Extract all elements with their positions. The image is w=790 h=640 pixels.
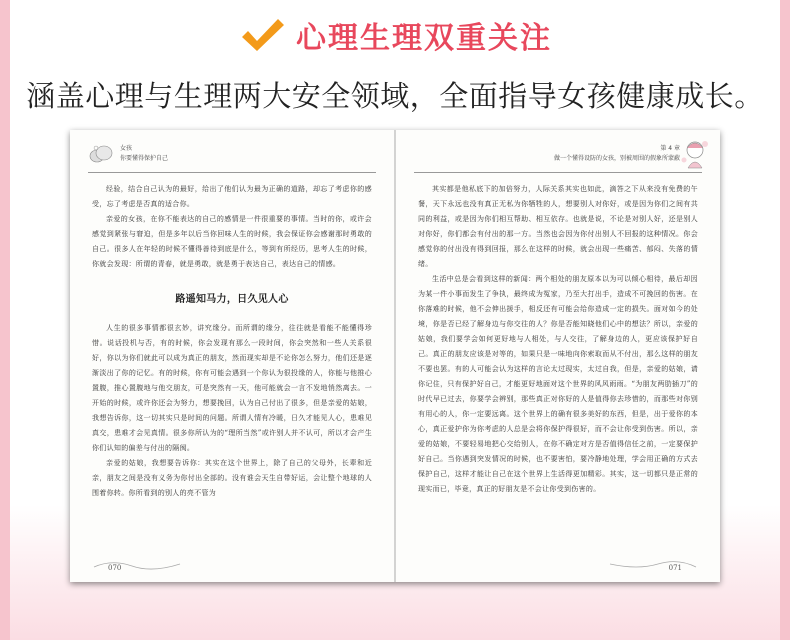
footer-swirl-icon xyxy=(608,558,698,572)
left-page-header xyxy=(88,142,168,166)
subheadline: 涵盖心理与生理两大安全领域，全面指导女孩健康成长。 xyxy=(26,79,764,113)
left-header-rule xyxy=(88,172,376,173)
left-header-subtitle: 你要懂得保护自己 xyxy=(120,155,169,162)
left-paragraph-2: 亲爱的女孩，在你不能表达的自己的感情是一件很重要的事情。当时的你，或许会感觉到紧张与窘迫，但是多年以后当你回味人生的时候，我会保证你会感谢那时勇敢的自己。很多人在年轻的时候不懂得善待到底是什么，等到有所经历，思考人生的时候，你就会发现：所谓的青春，就是勇敢，就是勇于表达自己，表达自己的情感。 xyxy=(92,215,372,268)
checkmark-icon xyxy=(238,15,286,55)
headline: 心理生理双重关注 xyxy=(296,21,552,56)
right-paragraph-2: 生活中总是会看到这样的新闻：两个相处的朋友原本以为可以倾心相待，最后却因为某一件小事而发生了争执，最终成为冤家，乃至大打出手，造成不可挽回的伤害。在你落难的时候，他不会伸出援手，相反还有可能会给你造成一定的损失。面对如今的处境，你是否已经了解身边与你交往的人？你是否能知晓他们心中的想法？所以，亲爱的姑娘，我们要学会如何更好地与人相处，与人交往，了解身边的人，更应该保护好自己。真正的朋友应该是对等的，如果只是一味地向你索取而从不付出，那么这样的朋友不要也罢。有的人可能会认为这样的言论太过现实，太过自我，但是，亲爱的姑娘，请你记住，只有保护好自己，才能更好地面对这个世界的风风雨雨。“为朋友两肋插刀”的时代早已过去，你要学会辨别，那些真正对你好的人是值得你去珍惜的，而那些对你别有用心的人，你一定要远离。这个世界上的确有很多美好的东西，但是，出于爱你的本心，真正爱护你为你考虑的人总是会将你保护得很好，而不会让你受到伤害。所以，亲爱的姑娘，不要轻易地把心交给别人，在你不确定对方是否值得信任之前，一定要保护好自己。当你遇到突发情况的时候，也不要害怕，要冷静地处理，学会用正确的方式去保护自己，这样才能让自己在这个世界上生活得更加精彩。其实，这一切都只是正常的现实而已，毕竟，真正的好朋友是不会让你受到伤害的。 xyxy=(418,275,698,493)
right-header-chapter: 第 4 章 xyxy=(660,145,680,152)
right-header-title: 做一个懂得设防的女孩，别被周围的假象所蒙蔽 xyxy=(553,155,680,162)
right-header-rule xyxy=(414,172,702,173)
girl-illustration-icon xyxy=(678,136,712,170)
left-page xyxy=(70,130,394,582)
right-paragraph-1: 其实都是他私底下的加倍努力，人际关系其实也如此，滴答之下从来没有免费的午餐，天下永远也没有真正无私为你牺牲的人，想要别人对你好，或是因为你们之间有共同的利益，或是因为你们相互帮助、相互依存。也就是说，不论是对别人好，还是别人对你好，你们都会有付出的那一方。当然也会因为你付出别人不回报的这种情况。你会感觉你的付出没有得到回报，那么在这样的时候，就会出现一些痛苦、郁闷、失落的情绪。 xyxy=(418,185,698,268)
left-paragraph-3: 人生的很多事情都很玄妙，讲究缘分。而所谓的缘分，往往就是看能不能懂得珍惜。说话投机与否，有的时候，你会发现有那么一段时间，你会突然和一些人关系很好，你以为你们就此可以成为真正的朋友，然而现实却是不论你怎么努力，他们还是逐渐淡出了你的记忆。有的时候，你有可能会遇到一个你认为很投缘的人，你能与他推心置腹，推心置腹地与他交朋友，可是突然有一天，他可能就会一言不发地悄然离去。一开始的时候，或许你还会为努力，想要挽回，认为自己付出了很多，但是亲爱的姑娘，我想告诉你，这一切其实只是时间的问题。所谓人情有冷暖，日久才能见人心，患难见真交，患难才会见真情。很多你所认为的“理所当然”或许别人并不认可，所以才会产生你们认知的偏差与付出的隔阂。 xyxy=(92,324,372,452)
right-page xyxy=(396,130,720,582)
left-paragraph-1: 经验，结合自己认为的最好，给出了他们认为最为正确的道路，却忘了考虑你的感受，忘了考虑是否真的适合你。 xyxy=(92,185,372,208)
right-page-header xyxy=(554,144,680,164)
left-page-text xyxy=(92,182,372,501)
footer-swirl-icon xyxy=(92,558,182,572)
section-title: 路遥知马力，日久见人心 xyxy=(175,294,289,305)
right-page-text xyxy=(418,182,698,497)
right-page-number: 071 xyxy=(668,564,682,572)
left-page-number: 070 xyxy=(108,564,122,572)
headline-row xyxy=(0,6,790,64)
open-book xyxy=(70,130,720,582)
left-header-title: 女孩 xyxy=(120,145,133,152)
cloud-ornament-icon xyxy=(88,142,114,166)
left-paragraph-4: 亲爱的姑娘，我想要告诉你：其实在这个世界上，除了自己的父母外，长辈和近亲，朋友之间是没有义务为你付出全部的。没有谁会天生自带好运，会让整个地球的人围着你转。你所看到的别人的亮不管为 xyxy=(92,459,372,497)
